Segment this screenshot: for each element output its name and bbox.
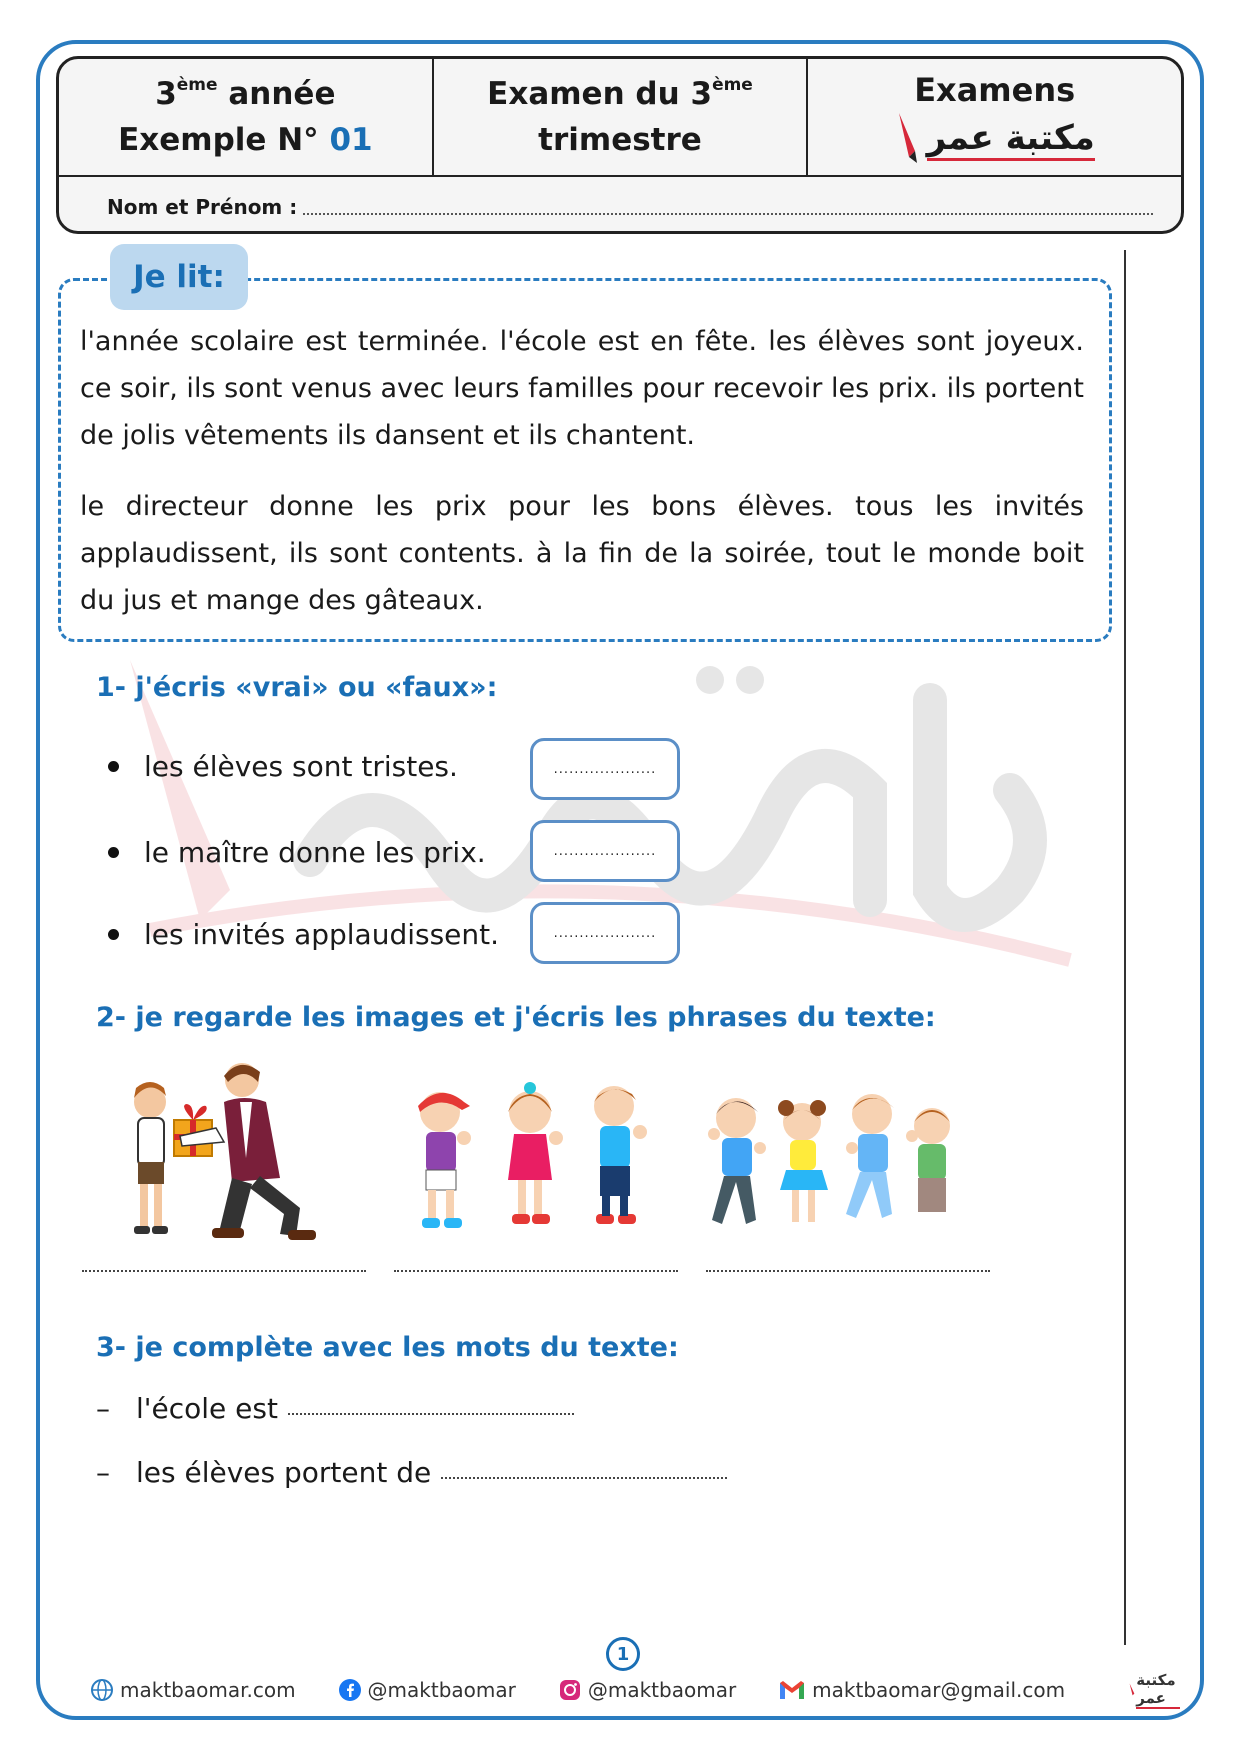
q3-item-2-blank[interactable]: [441, 1475, 727, 1479]
facebook-icon: [338, 1678, 362, 1702]
q3-item-1-blank[interactable]: [288, 1411, 574, 1415]
q1-item-1-text: les élèves sont tristes.: [144, 750, 458, 783]
q1-answer-box-3[interactable]: ....................: [530, 902, 680, 964]
q3-title: 3- je complète avec les mots du texte:: [96, 1332, 679, 1363]
exam-line: [487, 71, 753, 117]
q1-answer-box-2[interactable]: ....................: [530, 820, 680, 882]
header-grade-cell: [59, 59, 432, 175]
q3-item-1-text: l'école est: [136, 1392, 278, 1425]
globe-icon: [90, 1678, 114, 1702]
children-dancing-image: [706, 1090, 966, 1250]
q3-item-2: [96, 1456, 727, 1489]
q1-item-2-text: le maître donne les prix.: [144, 836, 486, 869]
q1-item-3-text: les invités applaudissent.: [144, 918, 500, 951]
bullet-icon: [108, 929, 119, 940]
exam-period: trimestre: [538, 122, 702, 158]
brand-title: Examens: [914, 71, 1076, 109]
q1-item-3: [108, 918, 499, 951]
example-number: 01: [329, 122, 373, 158]
dash-icon: –: [96, 1392, 110, 1425]
footer-email[interactable]: [778, 1678, 1065, 1702]
website-text: maktbaomar.com: [120, 1678, 296, 1702]
footer-brand-logo: [1129, 1671, 1180, 1709]
instagram-icon: [558, 1678, 582, 1702]
example-label: Exemple N°: [118, 122, 319, 158]
name-field[interactable]: [303, 199, 1153, 215]
footer-instagram[interactable]: [558, 1678, 736, 1702]
footer-website[interactable]: [90, 1678, 296, 1702]
grade-number: 3: [155, 76, 177, 112]
right-margin-rule: [1124, 250, 1126, 1645]
reading-paragraph-1: l'année scolaire est terminée. l'école est en fête. les élèves sont joyeux. ce soir, ils sont venus avec leurs familles pour recevoir les prix. ils portent de jolis vêtements ils dansent et ils chantent.: [80, 326, 1084, 451]
bullet-icon: [108, 761, 119, 772]
email-text: maktbaomar@gmail.com: [812, 1678, 1066, 1702]
facebook-text: @maktbaomar: [367, 1678, 516, 1702]
gmail-icon: [778, 1679, 806, 1701]
man-giving-gift-to-boy-image: [120, 1058, 340, 1248]
q1-item-1: [108, 750, 458, 783]
footer: [90, 1671, 1176, 1708]
image-2-answer-line[interactable]: [394, 1270, 678, 1272]
footer-logo-text: مكتبة عمر: [1136, 1671, 1180, 1709]
header-row: [59, 59, 1181, 177]
header-brand-cell: [806, 59, 1181, 175]
bullet-icon: [108, 847, 119, 858]
example-line: [118, 117, 373, 163]
pen-icon: [895, 111, 923, 167]
q2-title: 2- je regarde les images et j'écris les phrases du texte:: [96, 1002, 936, 1033]
image-3-answer-line[interactable]: [706, 1270, 990, 1272]
reading-text: [80, 318, 1084, 624]
q3-item-1: [96, 1392, 574, 1425]
name-row: [59, 179, 1181, 234]
dash-icon: –: [96, 1456, 110, 1489]
instagram-text: @maktbaomar: [587, 1678, 737, 1702]
q1-answer-box-1[interactable]: ....................: [530, 738, 680, 800]
exam-header: [56, 56, 1184, 234]
footer-facebook[interactable]: [338, 1678, 516, 1702]
exam-sup: ème: [712, 75, 753, 95]
name-label: Nom et Prénom :: [107, 194, 298, 219]
q1-item-2: [108, 836, 486, 869]
exam-label: Examen du 3: [487, 76, 713, 112]
brand-logo-text: مكتبة عمر: [927, 118, 1095, 161]
page-number: 1: [606, 1637, 640, 1671]
reading-paragraph-2: le directeur donne les prix pour les bons élèves. tous les invités applaudissent, ils sont contents. à la fin de la soirée, tout le monde boit du jus et mange des gâteaux.: [80, 491, 1084, 616]
image-1-answer-line[interactable]: [82, 1270, 366, 1272]
grade-word: année: [228, 76, 336, 112]
brand-logo: [895, 111, 1095, 167]
header-exam-cell: [432, 59, 807, 175]
reading-tag: Je lit:: [110, 244, 248, 310]
children-clapping-image: [410, 1076, 660, 1246]
grade-line: [155, 71, 335, 117]
q1-title: 1- j'écris «vrai» ou «faux»:: [96, 672, 498, 703]
q3-item-2-text: les élèves portent de: [136, 1456, 432, 1489]
grade-sup: ème: [176, 75, 218, 95]
